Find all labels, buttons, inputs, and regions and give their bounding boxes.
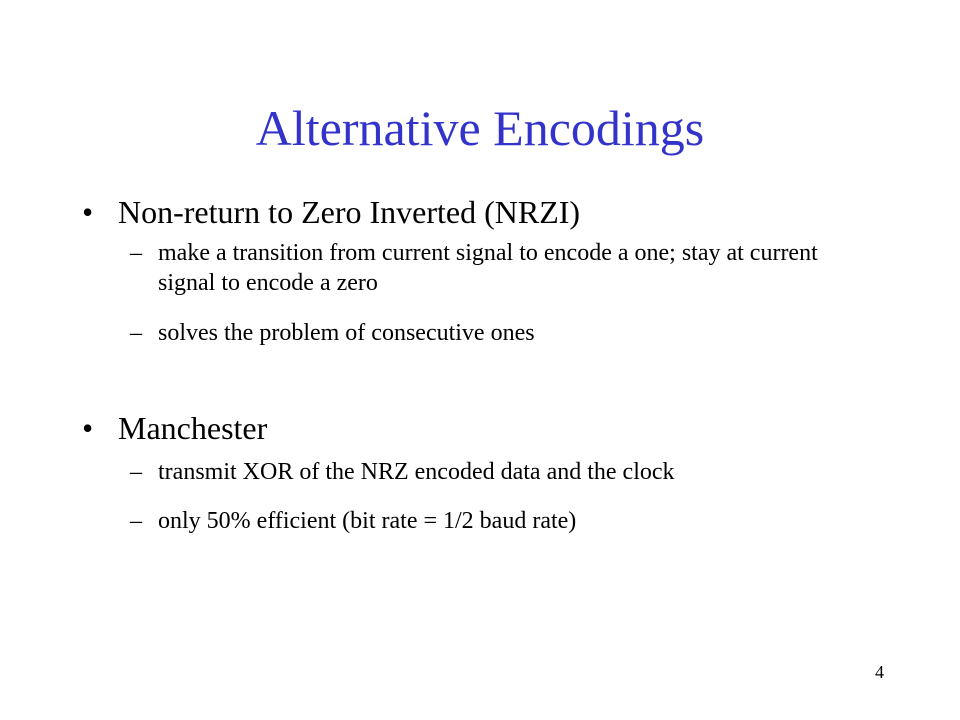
sub-item-text: solves the problem of consecutive ones: [158, 320, 535, 346]
sub-item: [130, 318, 878, 348]
dash-icon: –: [130, 508, 142, 534]
dash-icon: –: [130, 240, 142, 266]
sub-item: [130, 457, 878, 487]
bullet-icon: •: [82, 410, 94, 446]
dash-icon: –: [130, 459, 142, 485]
bullet-heading: Manchester: [118, 410, 268, 446]
bullet-icon: •: [82, 194, 94, 230]
slide-title: Alternative Encodings: [255, 100, 705, 156]
bullet-nrzi: [82, 192, 580, 232]
sub-item-text: make a transition from current signal to encode a one; stay at current signal to encode a zero: [158, 240, 818, 296]
sub-item-text: transmit XOR of the NRZ encoded data and the clock: [158, 459, 675, 485]
page-number: 4: [875, 662, 884, 682]
bullet-heading: Non-return to Zero Inverted (NRZI): [118, 194, 581, 230]
dash-icon: –: [130, 320, 142, 346]
sub-item: [130, 238, 878, 298]
sub-item-text: only 50% efficient (bit rate = 1/2 baud rate): [158, 508, 577, 534]
sub-item: [130, 506, 878, 536]
bullet-manchester: [82, 408, 267, 448]
